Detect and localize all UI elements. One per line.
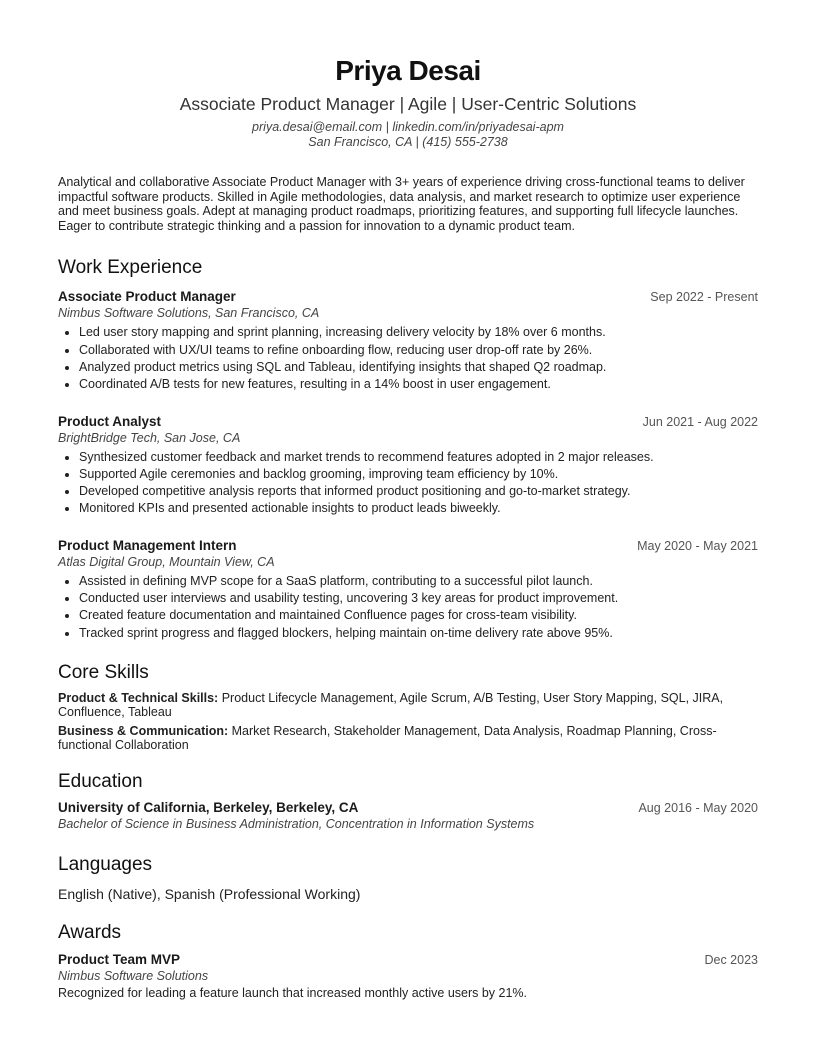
job-title: Associate Product Manager xyxy=(58,289,236,305)
languages-text: English (Native), Spanish (Professional Working) xyxy=(58,886,361,903)
job-dates: May 2020 - May 2021 xyxy=(637,538,758,553)
job-company: Nimbus Software Solutions, San Francisco, CA xyxy=(58,306,320,321)
job-bullet: • Monitored KPIs and presented actionable insights to product leads biweekly. xyxy=(79,500,758,517)
resume-header xyxy=(58,0,758,150)
languages-section xyxy=(58,853,758,903)
job-bullet: • Assisted in defining MVP scope for a SaaS platform, contributing to a successful pilot launch. xyxy=(79,573,758,590)
job-entry xyxy=(58,537,758,642)
section-title-education: Education xyxy=(58,771,143,793)
skill-value: Market Research, Stakeholder Management, Data Analysis, Roadmap Planning, Cross-functional Collaboration xyxy=(58,723,717,752)
job-bullet: • Led user story mapping and sprint planning, increasing delivery velocity by 18% over 6 months. xyxy=(79,324,758,341)
job-bullet: • Conducted user interviews and usability testing, uncovering 3 key areas for product improvement. xyxy=(79,590,758,607)
degree: Bachelor of Science in Business Administration, Concentration in Information Systems xyxy=(58,817,535,832)
job-title: Product Analyst xyxy=(58,413,162,429)
contact-info xyxy=(58,120,758,150)
headline: Associate Product Manager | Agile | User-Centric Solutions xyxy=(179,94,637,114)
section-title-work-experience: Work Experience xyxy=(58,257,203,279)
job-company: Atlas Digital Group, Mountain View, CA xyxy=(58,554,275,569)
education-section xyxy=(58,770,758,833)
job-bullet: • Collaborated with UX/UI teams to refine onboarding flow, reducing user drop-off rate by 26%. xyxy=(79,342,758,359)
job-entry xyxy=(58,288,758,393)
job-title: Product Management Intern xyxy=(58,537,237,553)
skill-line xyxy=(58,691,758,720)
school-name: University of California, Berkeley, Berkeley, CA xyxy=(58,800,359,816)
summary: Analytical and collaborative Associate Product Manager with 3+ years of experience driving cross-functional teams to deliver impactful software products. Skilled in Agile methodologies, data analysis, and market research to optimize user experience and meet business goals. Adept at managing product roadmaps, prioritizing features, and supporting full lifecycle launches. Eager to contribute strategic thinking and a passion for innovation to a dynamic product team. xyxy=(58,175,745,233)
contact-location-phone: San Francisco, CA | (415) 555-2738 xyxy=(308,135,508,149)
job-company: BrightBridge Tech, San Jose, CA xyxy=(58,430,241,445)
section-title-awards: Awards xyxy=(58,922,122,944)
award-description: Recognized for leading a feature launch that increased monthly active users by 21%. xyxy=(58,986,528,1001)
contact-email-linkedin: priya.desai@email.com | linkedin.com/in/priyadesai-apm xyxy=(252,120,564,134)
core-skills-section xyxy=(58,661,758,752)
award-name: Product Team MVP xyxy=(58,952,181,968)
work-experience-section xyxy=(58,256,758,642)
job-bullet: • Synthesized customer feedback and market trends to recommend features adopted in 2 major releases. xyxy=(79,449,758,466)
skill-line xyxy=(58,724,758,753)
job-bullets xyxy=(58,573,758,642)
skill-label: Product & Technical Skills: xyxy=(58,690,219,705)
skill-value: Product Lifecycle Management, Agile Scrum, A/B Testing, User Story Mapping, SQL, JIRA, Confluence, Tableau xyxy=(58,690,724,720)
job-bullet: • Coordinated A/B tests for new features, resulting in a 14% boost in user engagement. xyxy=(79,376,758,393)
job-bullet: • Created feature documentation and maintained Confluence pages for cross-team visibility. xyxy=(79,607,758,624)
job-bullet: • Supported Agile ceremonies and backlog grooming, improving team efficiency by 10%. xyxy=(79,466,758,483)
candidate-name: Priya Desai xyxy=(335,55,481,86)
job-bullets xyxy=(58,449,758,518)
job-bullet: • Analyzed product metrics using SQL and Tableau, identifying insights that shaped Q2 roadmap. xyxy=(79,359,758,376)
award-organization: Nimbus Software Solutions xyxy=(58,969,209,984)
job-bullets xyxy=(58,324,758,393)
job-dates: Jun 2021 - Aug 2022 xyxy=(642,414,758,429)
skill-label: Business & Communication: xyxy=(58,723,229,738)
section-title-core-skills: Core Skills xyxy=(58,661,149,683)
job-bullet: • Developed competitive analysis reports that informed product positioning and go-to-market strategy. xyxy=(79,483,758,500)
job-entry xyxy=(58,413,758,518)
awards-section xyxy=(58,921,758,1001)
job-bullet: • Tracked sprint progress and flagged blockers, helping maintain on-time delivery rate above 95%. xyxy=(79,625,758,642)
award-date: Dec 2023 xyxy=(704,953,758,968)
section-title-languages: Languages xyxy=(58,854,153,876)
job-dates: Sep 2022 - Present xyxy=(650,290,758,305)
education-dates: Aug 2016 - May 2020 xyxy=(638,801,758,816)
